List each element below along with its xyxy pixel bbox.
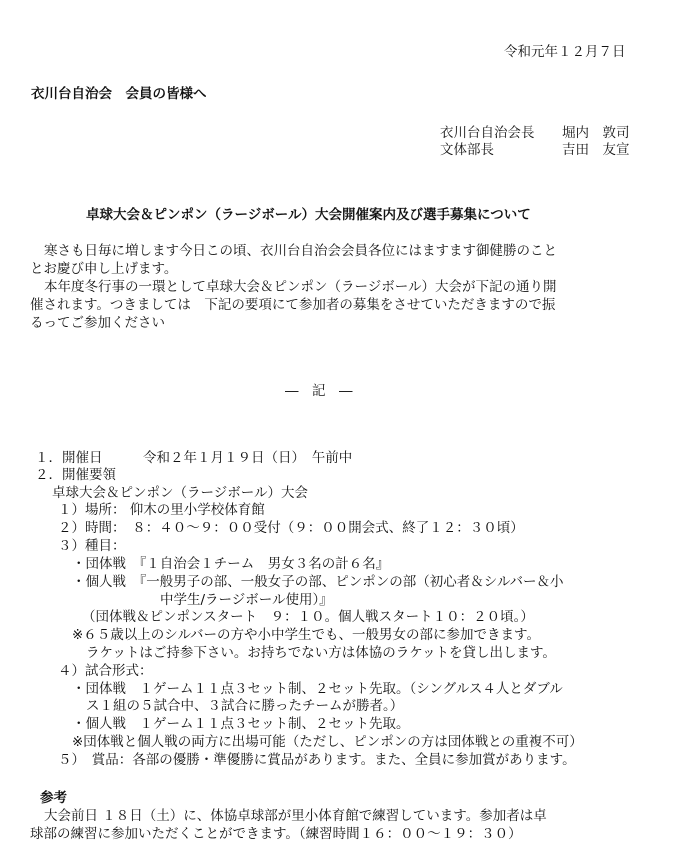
document-date: 令和元年１２月７日 [504, 44, 626, 60]
sender-2-name: 吉田 友宣 [562, 142, 630, 158]
sender-1-title: 衣川台自治会長 [440, 125, 535, 141]
body-line-10: （団体戦＆ピンポンスタート ９：１０。個人戦スタート１０：２０頃。） [82, 609, 534, 625]
reference-line-1: 大会前日 １８日（土）に、体協卓球部が里小体育館で練習しています。参加者は卓 [44, 808, 547, 824]
body-line-5: ２）時間： ８：４０～９：００受付（９：００開会式、終了１２：３０頃） [58, 520, 524, 536]
greeting-line-3: 本年度冬行事の一環として卓球大会＆ピンポン（ラージボール）大会が下記の通り開 [44, 279, 557, 295]
greeting-line-1: 寒さも日毎に増します今日この頃、衣川台自治会会員各位にはますます御健勝のこと [44, 243, 557, 259]
body-line-13: ４）試合形式： [58, 663, 153, 679]
body-line-1: １．開催日 令和２年１月１９日（日） 午前中 [35, 450, 353, 466]
reference-heading: 参考 [40, 790, 67, 806]
body-line-7: ・団体戦 『１自治会１チーム 男女３名の計６名』 [72, 556, 390, 572]
greeting-line-4: 催されます。つきましては 下記の要項にて参加者の募集をさせていただきますので振 [30, 297, 556, 313]
document-title: 卓球大会＆ピンポン（ラージボール）大会開催案内及び選手募集について [86, 207, 531, 223]
body-line-12: ラケットはご持参下さい。お持ちでない方は体協のラケットを貸し出します。 [86, 645, 556, 661]
body-line-3: 卓球大会＆ピンポン（ラージボール）大会 [52, 485, 308, 501]
body-line-18: ５） 賞品：各部の優勝・準優勝に賞品があります。また、全員に参加賞があります。 [58, 752, 576, 768]
body-line-9: 中学生/ラージボール使用）』 [160, 592, 333, 608]
body-line-11: ※６５歳以上のシルバーの方や小中学生でも、一般男女の部に参加できます。 [72, 627, 540, 643]
sender-1-name: 堀内 敦司 [562, 125, 630, 141]
body-line-15: ス１組の５試合中、３試合に勝ったチームが勝者。） [86, 698, 404, 714]
sender-2-title: 文体部長 [440, 142, 494, 158]
body-line-2: ２．開催要領 [35, 467, 116, 483]
body-line-8: ・個人戦 『一般男子の部、一般女子の部、ピンポンの部（初心者＆シルバー＆小 [72, 574, 564, 590]
reference-line-2: 球部の練習に参加いただくことができます。（練習時間１６：００～１９：３０） [30, 826, 522, 842]
ki-marker: ― 記 ― [285, 383, 353, 399]
body-line-6: ３）種目： [58, 538, 126, 554]
addressee: 衣川台自治会 会員の皆様へ [31, 86, 207, 102]
body-line-16: ・個人戦 １ゲーム１１点３セット制、２セット先取。 [72, 716, 410, 732]
greeting-line-2: とお慶び申し上げます。 [30, 261, 178, 277]
body-line-17: ※団体戦と個人戦の両方に出場可能（ただし、ピンポンの方は団体戦との重複不可） [72, 734, 583, 750]
greeting-line-5: るってご参加ください [30, 315, 165, 331]
body-line-14: ・団体戦 １ゲーム１１点３セット制、２セット先取。（シングルス４人とダブル [72, 681, 563, 697]
body-line-4: １）場所： 仰木の里小学校体育館 [58, 502, 265, 518]
